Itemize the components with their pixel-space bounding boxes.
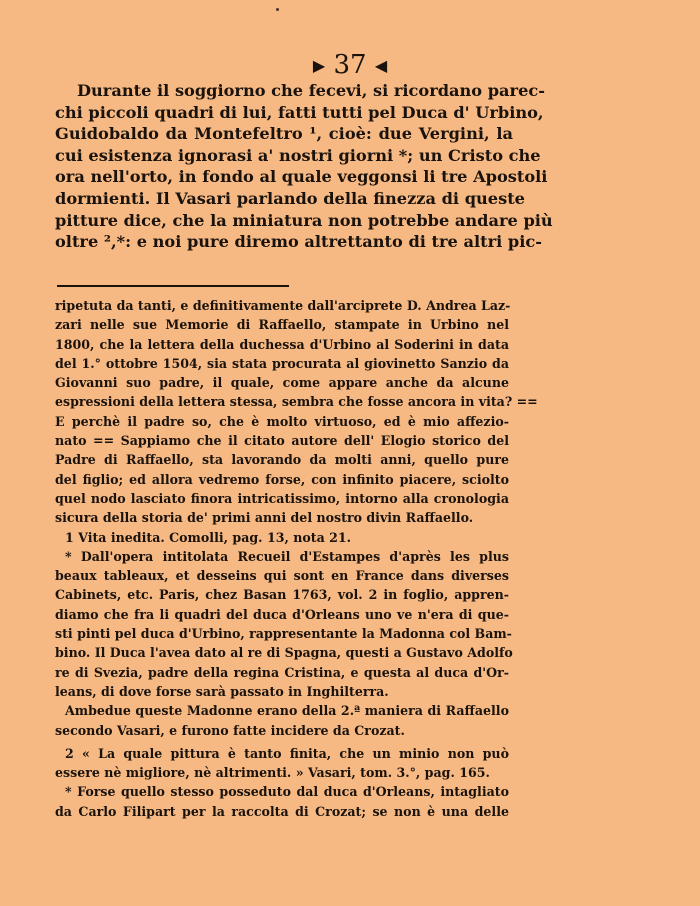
- footnote-line: Cabinets, etc. Paris, chez Basan 1763, vol. 2 in foglio, appren-: [55, 587, 509, 603]
- main-line: Guidobaldo da Montefeltro ¹, cioè: due Vergini, la: [55, 124, 513, 144]
- footnote-line: zari nelle sue Memorie di Raffaello, stampate in Urbino nel: [55, 317, 509, 333]
- footnote-line: bino. Il Duca l'avea dato al re di Spagna, questi a Gustavo Adolfo: [55, 645, 513, 661]
- footnote-line: * Forse quello stesso posseduto dal duca d'Orleans, intagliato: [65, 784, 509, 800]
- main-line: oltre ²,*: e noi pure diremo altrettanto di tre altri pic-: [55, 232, 542, 252]
- footnote-continuation: [55, 296, 538, 528]
- footnote-line: del 1.° ottobre 1504, sia stata procurata al giovinetto Sanzio da: [55, 355, 509, 371]
- footnote-line: 1800, che la lettera della duchessa d'Urbino al Soderini in data: [55, 336, 509, 352]
- footnote-line: sti pinti pel duca d'Urbino, rappresentante la Madonna col Bam-: [55, 626, 512, 642]
- footnote-star-2: [55, 782, 509, 821]
- main-line: ora nell'orto, in fondo al quale veggonsi li tre Apostoli: [55, 167, 548, 187]
- main-text: [55, 80, 553, 253]
- footnote-line: del figlio; ed allora vedremo forse, con infinito piacere, sciolto: [55, 471, 509, 487]
- footnote-1: [55, 528, 509, 547]
- footnotes: [55, 296, 538, 821]
- footnote-divider: [57, 285, 289, 287]
- ornament-right-icon: ◀: [374, 56, 388, 75]
- footnote-line: leans, di dove forse sarà passato in Inghilterra.: [55, 683, 389, 699]
- footnote-star-1: [55, 547, 513, 701]
- footnote-line: sicura della storia de' primi anni del nostro divin Raffaello.: [55, 510, 474, 526]
- footnote-line: Ambedue queste Madonne erano della 2.ª maniera di Raffaello: [65, 703, 509, 719]
- footnote-line: beaux tableaux, et desseins qui sont en France dans diverses: [55, 568, 509, 584]
- paper-speck: [276, 8, 279, 11]
- page-number: 37: [333, 50, 367, 80]
- main-line: pitture dice, che la miniatura non potrebbe andare più: [55, 210, 553, 230]
- main-line: dormienti. Il Vasari parlando della finezza di queste: [55, 188, 525, 208]
- footnote-star-1-continued: [55, 701, 509, 740]
- footnote-line: re di Svezia, padre della regina Cristina, e questa al duca d'Or-: [55, 664, 509, 680]
- footnote-line: nato == Sappiamo che il citato autore dell' Elogio storico del: [55, 433, 509, 449]
- footnote-line: espressioni della lettera stessa, sembra che fosse ancora in vita? ==: [55, 394, 538, 410]
- footnote-line: 2 « La quale pittura è tanto finita, che un minio non può: [65, 745, 509, 761]
- main-line: chi piccoli quadri di lui, fatti tutti pel Duca d' Urbino,: [55, 102, 544, 122]
- footnote-line: quel nodo lasciato finora intricatissimo, intorno alla cronologia: [55, 490, 509, 506]
- footnote-line: ripetuta da tanti, e definitivamente dall'arciprete D. Andrea Laz-: [55, 298, 511, 313]
- ornament-left-icon: ▶: [312, 56, 326, 75]
- footnote-line: Padre di Raffaello, sta lavorando da molti anni, quello pure: [55, 452, 509, 468]
- main-line: Durante il soggiorno che fecevi, si ricordano parec-: [77, 81, 545, 100]
- footnote-line: da Carlo Filipart per la raccolta di Crozat; se non è una delle: [55, 803, 509, 819]
- main-line: cui esistenza ignorasi a' nostri giorni *; un Cristo che: [55, 145, 541, 165]
- footnote-line: * Dall'opera intitolata Recueil d'Estampes d'après les plus: [65, 548, 509, 564]
- footnote-line: secondo Vasari, e furono fatte incidere da Crozat.: [55, 722, 405, 738]
- footnote-line: Giovanni suo padre, il quale, come appare anche da alcune: [55, 375, 509, 391]
- footnote-line: essere nè migliore, nè altrimenti. » Vasari, tom. 3.°, pag. 165.: [55, 765, 490, 781]
- page-header: [0, 50, 700, 81]
- footnote-2: [55, 744, 509, 783]
- footnote-line: E perchè il padre so, che è molto virtuoso, ed è mio affezio-: [55, 413, 509, 429]
- footnote-line: diamo che fra li quadri del duca d'Orleans uno ve n'era di que-: [55, 606, 509, 622]
- footnote-line: 1 Vita inedita. Comolli, pag. 13, nota 21.: [65, 529, 352, 545]
